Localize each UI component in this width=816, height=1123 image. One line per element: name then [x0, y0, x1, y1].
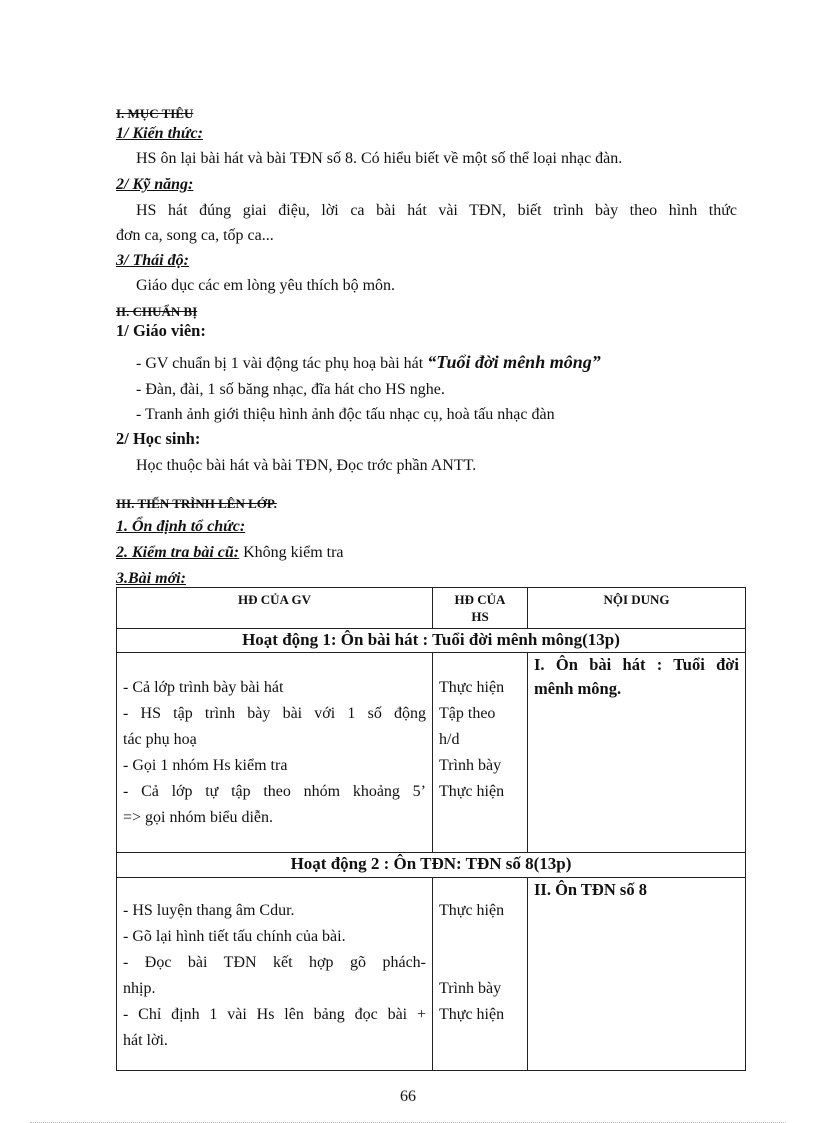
list-item: - Gọi 1 nhóm Hs kiểm tra — [123, 757, 288, 774]
list-item: - Chỉ định 1 vài Hs lên bảng đọc bài + — [123, 1006, 426, 1023]
list-item: tác phụ hoạ — [123, 731, 197, 748]
header-content: NỘI DUNG — [528, 588, 746, 629]
teacher-item-2: - Đàn, đài, 1 số băng nhạc, đĩa hát cho HS nghe. — [136, 381, 445, 398]
skills-heading: 2/ Kỹ năng: — [116, 176, 194, 193]
activity-1-row — [117, 629, 746, 653]
header-student-line2: HS — [471, 609, 489, 624]
list-item: - Cả lớp trình bày bài hát — [123, 679, 284, 696]
list-item: Thực hiện — [439, 902, 505, 919]
list-item: Thực hiện — [439, 1006, 505, 1023]
list-item: Thực hiện — [439, 783, 505, 800]
page-number: 66 — [400, 1088, 416, 1105]
song-title: “Tuổi đời mênh mông” — [427, 352, 601, 372]
activity-2-student — [433, 878, 528, 1071]
activity-2-row — [117, 853, 746, 878]
activity-2-content — [528, 878, 746, 1071]
teacher-item-1-text: - GV chuẩn bị 1 vài động tác phụ hoạ bài hát — [136, 355, 428, 372]
list-item: - Đọc bài TĐN kết hợp gõ phách- — [123, 954, 426, 971]
header-student — [433, 588, 528, 629]
list-item: Thực hiện — [439, 679, 505, 696]
activity-1-body — [117, 653, 746, 853]
list-item: h/d — [439, 731, 460, 748]
section-2-title: II. CHUẨN BỊ — [116, 304, 198, 319]
list-item: Tập theo — [439, 705, 496, 722]
activity-2-teacher — [117, 878, 433, 1071]
header-teacher: HĐ CỦA GV — [117, 588, 433, 629]
teacher-item-3: - Tranh ảnh giới thiệu hình ảnh độc tấu nhạc cụ, hoà tấu nhạc đàn — [136, 406, 555, 423]
lesson-table — [116, 587, 746, 1071]
list-item: nhịp. — [123, 980, 156, 997]
section-1-title: I. MỤC TIÊU — [116, 106, 194, 121]
skills-text-line2: đơn ca, song ca, tốp ca... — [116, 227, 274, 244]
review-heading: 2. Kiểm tra bài cũ: — [116, 544, 240, 561]
list-item: - Gõ lại hình tiết tấu chính của bài. — [123, 928, 346, 945]
knowledge-text: HS ôn lại bài hát và bài TĐN số 8. Có hiểu biết về một số thể loại nhạc đàn. — [136, 150, 623, 167]
skills-text-line1: HS hát đúng giai điệu, lời ca bài hát vài TĐN, biết trình bày theo hình thức — [136, 202, 737, 219]
activity-1-content — [528, 653, 746, 853]
activity-2-body — [117, 878, 746, 1071]
content-heading: II. Ôn TĐN số 8 — [534, 880, 647, 899]
teacher-heading: 1/ Giáo viên: — [116, 321, 206, 340]
list-item: Trình bày — [439, 757, 502, 774]
list-item: - Cả lớp tự tập theo nhóm khoảng 5’ — [123, 783, 426, 800]
attitude-heading: 3/ Thái độ: — [116, 252, 189, 269]
review-line — [116, 543, 344, 563]
list-item: - HS luyện thang âm Cdur. — [123, 902, 295, 919]
list-item: - HS tập trình bày bài với 1 số động — [123, 705, 426, 722]
section-3-title: III. TIẾN TRÌNH LÊN LỚP. — [116, 496, 277, 511]
list-item: => gọi nhóm biểu diễn. — [123, 809, 274, 826]
organization-heading: 1. Ổn định tổ chức: — [116, 518, 246, 535]
header-student-line1: HĐ CỦA — [454, 592, 506, 607]
student-text: Học thuộc bài hát và bài TĐN, Đọc trớc phần ANTT. — [136, 457, 477, 474]
list-item: Trình bày — [439, 980, 502, 997]
list-item: hát lời. — [123, 1032, 168, 1049]
activity-1-title: Hoạt động 1: Ôn bài hát : Tuổi đời mênh mông(13p) — [117, 629, 746, 653]
activity-2-title: Hoạt động 2 : Ôn TĐN: TĐN số 8(13p) — [117, 853, 746, 878]
new-lesson-heading: 3.Bài mới: — [116, 570, 186, 587]
attitude-text: Giáo dục các em lòng yêu thích bộ môn. — [136, 277, 396, 294]
content-heading: mênh mông. — [534, 679, 622, 698]
review-text: Không kiểm tra — [239, 544, 344, 561]
teacher-item-1 — [136, 352, 601, 374]
table-header-row — [117, 588, 746, 629]
activity-1-teacher — [117, 653, 433, 853]
content-heading: I. Ôn bài hát : Tuổi đời — [534, 655, 739, 674]
student-heading: 2/ Học sinh: — [116, 429, 201, 448]
knowledge-heading: 1/ Kiến thức: — [116, 125, 203, 142]
activity-1-student — [433, 653, 528, 853]
